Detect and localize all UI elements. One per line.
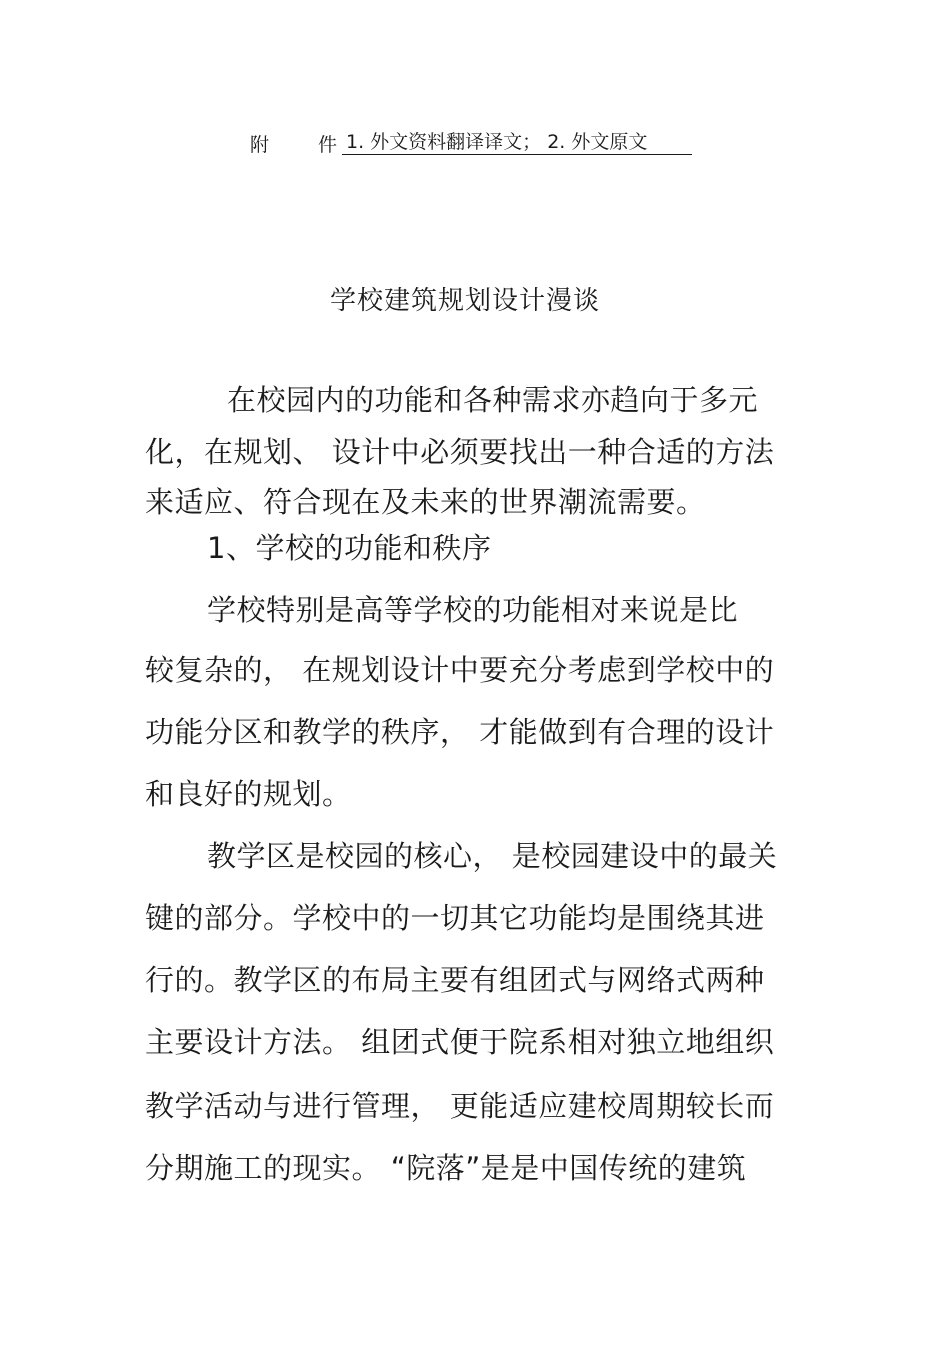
p3-line-4: 主要设计方法。 组团式便于院系相对独立地组织	[145, 1025, 775, 1059]
attachment-label-b: 件	[318, 134, 338, 156]
attachment-label-a: 附	[250, 134, 270, 156]
p3-line-5: 教学活动与进行管理， 更能适应建校周期较长而	[145, 1089, 775, 1123]
p2-line-2: 较复杂的， 在规划设计中要充分考虑到学校中的	[145, 653, 775, 687]
document-title: 学校建筑规划设计漫谈	[329, 286, 600, 316]
p3-line-6: 分期施工的现实。 “院落”是是中国传统的建筑	[145, 1151, 747, 1185]
section-heading-1: 1、学校的功能和秩序	[207, 531, 492, 565]
p1-line-1: 在校园内的功能和各种需求亦趋向于多元	[227, 383, 759, 417]
document-body	[145, 0, 795, 1345]
p3-line-2: 键的部分。学校中的一切其它功能均是围绕其进	[145, 901, 765, 935]
attachment-files: 1. 外文资料翻译译文； 2. 外文原文	[342, 130, 692, 155]
p3-line-1: 教学区是校园的核心， 是校园建设中的最关	[207, 839, 778, 873]
p3-line-3: 行的。教学区的布局主要有组团式与网络式两种	[145, 963, 765, 997]
p2-line-3: 功能分区和教学的秩序， 才能做到有合理的设计	[145, 715, 775, 749]
p2-line-4: 和良好的规划。	[145, 777, 352, 811]
p1-line-2: 化，在规划、 设计中必须要找出一种合适的方法	[145, 435, 775, 469]
p1-line-3: 来适应、符合现在及未来的世界潮流需要。	[145, 485, 706, 519]
p2-line-1: 学校特别是高等学校的功能相对来说是比	[207, 593, 739, 627]
